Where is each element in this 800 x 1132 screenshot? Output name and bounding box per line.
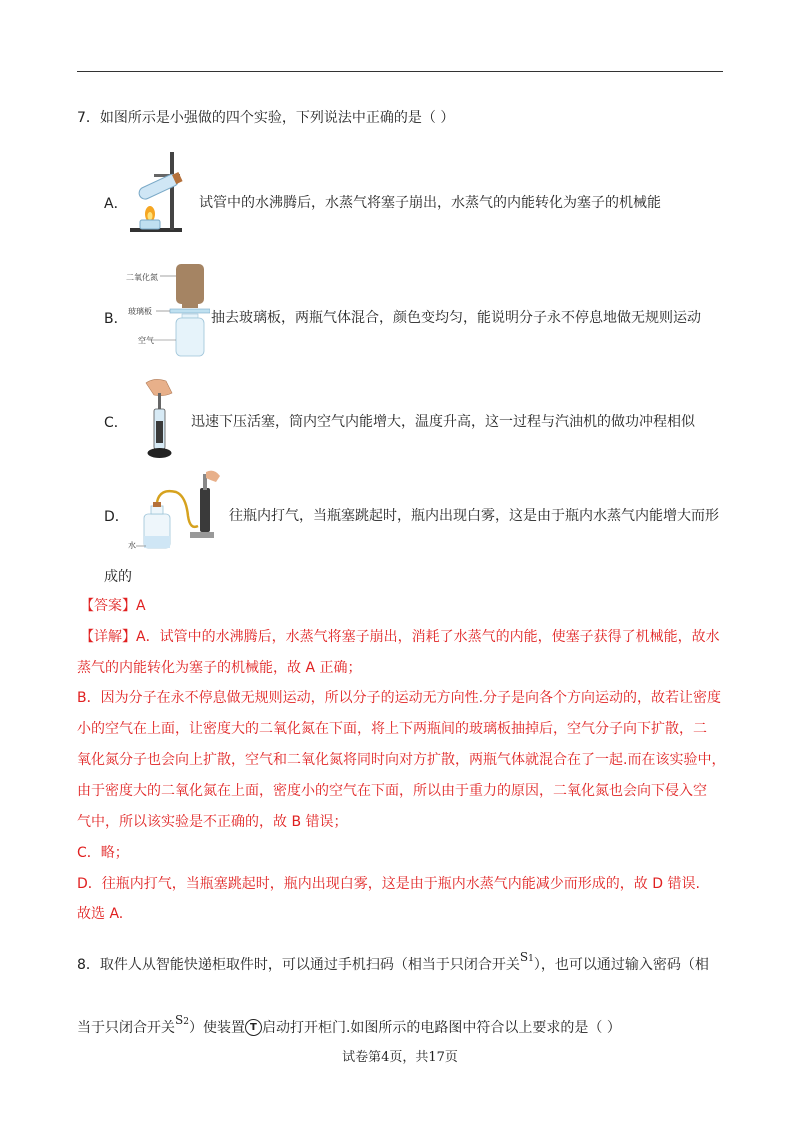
option-c-text: 迅速下压活塞，筒内空气内能增大，温度升高，这一过程与汽油机的做功冲程相似 — [191, 414, 695, 430]
switch-s2 — [175, 1010, 189, 1032]
detail-line-3: B．因为分子在永不停息做无规则运动，所以分子的运动无方向性.分子是向各个方向运动的，故若让密度 — [77, 690, 722, 706]
detail-label: 【详解】 — [80, 629, 136, 645]
detail-line-1 — [80, 627, 720, 647]
option-d-text-continued: 成的 — [104, 569, 132, 585]
q8-text-2a: 当于只闭合开关 — [77, 1020, 175, 1036]
q8-text-1a: 8．取件人从智能快递柜取件时，可以通过手机扫码（相当于只闭合开关 — [77, 957, 520, 973]
detail-line-5: 氧化氮分子也会向上扩散，空气和二氧化氮将同时向对方扩散，两瓶气体就混合在了一起.而在该实验中， — [77, 752, 726, 768]
detail-line-9: D．往瓶内打气，当瓶塞跳起时，瓶内出现白雾，这是由于瓶内水蒸气内能减少而形成的，故 D 错误. — [77, 876, 700, 892]
piston-compression-figure — [140, 377, 180, 461]
option-b-letter: B． — [104, 311, 128, 327]
answer-line: 【答案】A — [80, 598, 146, 614]
detail-line-10: 故选 A. — [77, 906, 124, 922]
page-footer: 试卷第4页，共17页 — [342, 1050, 458, 1065]
switch-s2-main: S — [175, 1013, 184, 1027]
device-t-icon: T — [245, 1019, 262, 1036]
question-7-stem: 7．如图所示是小强做的四个实验，下列说法中正确的是（ ） — [77, 110, 455, 126]
detail-line-7: 气中，所以该实验是不正确的，故 B 错误； — [77, 814, 348, 830]
label-glass-plate: 玻璃板 — [128, 307, 152, 316]
header-rule — [77, 71, 723, 72]
switch-s1 — [520, 947, 534, 969]
option-a-text: 试管中的水沸腾后，水蒸气将塞子崩出，水蒸气的内能转化为塞子的机械能 — [199, 195, 661, 211]
bottle-pump-icon — [126, 470, 226, 556]
q8-text-1b: ），也可以通过输入密码（相 — [533, 957, 709, 973]
switch-s2-sub: 2 — [183, 1017, 189, 1027]
detail-line-6: 由于密度大的二氧化氮在上面，密度小的空气在下面，所以由于重力的原因，二氧化氮也会向下侵入空 — [77, 783, 707, 799]
label-no2: 二氧化氮 — [126, 273, 158, 282]
test-tube-heating-figure — [126, 148, 196, 234]
detail-line-4: 小的空气在上面，让密度大的二氧化氮在下面，将上下两瓶间的玻璃板抽掉后，空气分子向下扩散，二 — [77, 721, 707, 737]
detail-text-1: A．试管中的水沸腾后，水蒸气将塞子崩出，消耗了水蒸气的内能，使塞子获得了机械能，故水 — [136, 629, 720, 645]
option-d-text: 往瓶内打气，当瓶塞跳起时，瓶内出现白雾，这是由于瓶内水蒸气内能增大而形 — [229, 508, 719, 524]
gas-diffusion-figure — [126, 262, 210, 358]
bottle-pump-figure — [126, 470, 226, 556]
detail-line-2: 蒸气的内能转化为塞子的机械能，故 A 正确； — [77, 660, 362, 676]
option-a-letter: A． — [104, 196, 128, 212]
question-8-line-2 — [77, 1010, 621, 1038]
detail-line-8: C．略； — [77, 845, 129, 861]
question-8-line-1 — [77, 947, 709, 975]
option-c-letter: C． — [104, 415, 128, 431]
q8-text-2b: ）使装置 — [188, 1020, 245, 1036]
switch-s1-sub: 1 — [528, 954, 534, 964]
label-air: 空气 — [138, 336, 154, 345]
switch-s1-main: S — [519, 950, 529, 964]
q8-text-2c: 启动打开柜门.如图所示的电路图中符合以上要求的是（ ） — [261, 1020, 621, 1036]
option-b-text: 抽去玻璃板，两瓶气体混合，颜色变均匀，能说明分子永不停息地做无规则运动 — [211, 310, 701, 326]
option-d-letter: D． — [104, 509, 129, 525]
label-water: 水 — [128, 541, 136, 550]
